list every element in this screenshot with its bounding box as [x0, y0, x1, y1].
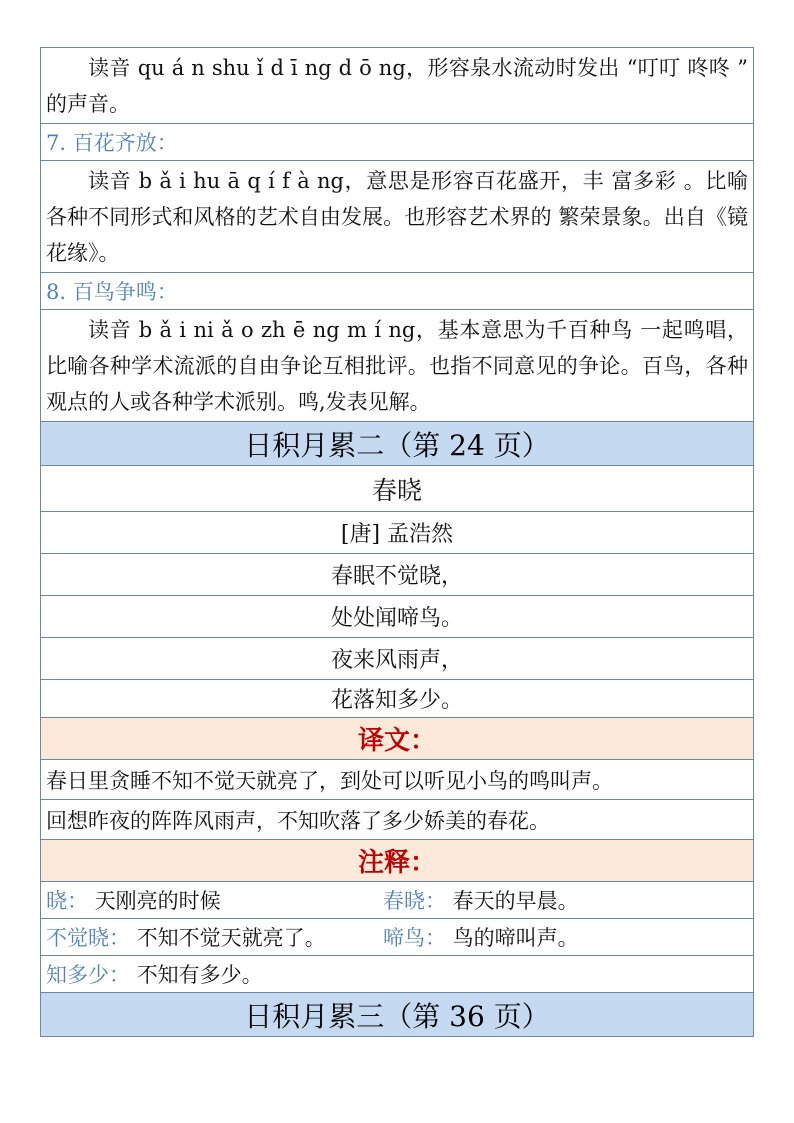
poem-line-row	[41, 596, 753, 638]
note-item	[383, 885, 579, 915]
note-item	[383, 922, 579, 952]
section-banner-lesson3-label: 日积月累三（第 36 页）	[244, 999, 550, 1033]
idiom-heading-8-label: 8. 百鸟争鸣：	[46, 280, 178, 304]
poem-author: [唐] 孟浩然	[340, 522, 454, 547]
section-banner-lesson2-label: 日积月累二（第 24 页）	[244, 428, 550, 462]
poem-line-1: 春眠不觉晓，	[330, 564, 463, 589]
note-term: 晓：	[46, 889, 88, 913]
poem-line-row	[41, 638, 753, 680]
translation-line-2: 回想昨夜的阵阵风雨声，不知吹落了多少娇美的春花。	[46, 808, 550, 833]
idiom-heading-7	[41, 124, 753, 161]
poem-line-4: 花落知多少。	[330, 688, 463, 713]
note-item	[46, 959, 263, 989]
note-definition: 天刚亮的时候	[94, 889, 221, 913]
idiom-8-paragraph	[41, 310, 753, 422]
translation-line-row	[41, 800, 753, 840]
note-item	[46, 885, 383, 915]
note-row-3	[41, 956, 753, 993]
note-term: 不觉晓：	[46, 926, 130, 950]
poem-line-3: 夜来风雨声，	[330, 648, 463, 673]
idiom-8-text: 读音 b ǎ i ni ǎ o zh ē ng m í ng，基本意思为千百种鸟 一起鸣唱， 比喻各种学术流派的自由争论互相批评。也指不同意见的争论。百鸟，各种观点的人或各种学术派别。鸣,发表见解。	[46, 318, 748, 414]
note-term: 知多少：	[46, 963, 130, 987]
note-definition: 不知不觉天就亮了。	[136, 926, 326, 950]
poem-line-row	[41, 680, 753, 718]
section-banner-lesson2	[41, 422, 753, 466]
idiom-heading-8	[41, 273, 753, 310]
note-row-2	[41, 919, 753, 956]
translation-banner	[41, 718, 753, 760]
translation-line-row	[41, 760, 753, 800]
poem-title-row	[41, 466, 753, 512]
idiom-heading-7-label: 7. 百花齐放：	[46, 131, 178, 155]
idiom-6-pinyin-text: 读音 qu á n shu ǐ d ī ng d ō ng，形容泉水流动时发出 “叮叮 咚咚 ” 的声音。	[46, 56, 748, 116]
poem-author-row	[41, 512, 753, 554]
poem-title: 春晓	[371, 475, 422, 505]
note-row-1	[41, 882, 753, 919]
note-definition: 鸟的啼叫声。	[452, 926, 579, 950]
note-definition: 不知有多少。	[136, 963, 263, 987]
note-term: 啼鸟：	[382, 926, 446, 950]
idiom-7-paragraph	[41, 161, 753, 273]
note-definition: 春天的早晨。	[452, 889, 579, 913]
section-banner-lesson3	[41, 993, 753, 1037]
notes-banner	[41, 840, 753, 882]
idiom-7-text: 读音 b ǎ i hu ā q í f à ng，意思是形容百花盛开，丰 富多彩 。比喻各种不同形式和风格的艺术自由发展。也形容艺术界的 繁荣景象。出自《镜花缘》。	[46, 169, 748, 265]
poem-line-row	[41, 554, 753, 596]
note-term: 春晓：	[382, 889, 446, 913]
idiom-6-pinyin-paragraph	[41, 48, 753, 124]
translation-banner-label: 译文：	[357, 726, 436, 756]
study-notes-table	[40, 47, 754, 1037]
notes-banner-label: 注释：	[357, 848, 436, 878]
note-item	[46, 922, 383, 952]
poem-line-2: 处处闻啼鸟。	[330, 606, 463, 631]
translation-line-1: 春日里贪睡不知不觉天就亮了，到处可以听见小鸟的鸣叫声。	[46, 768, 613, 793]
